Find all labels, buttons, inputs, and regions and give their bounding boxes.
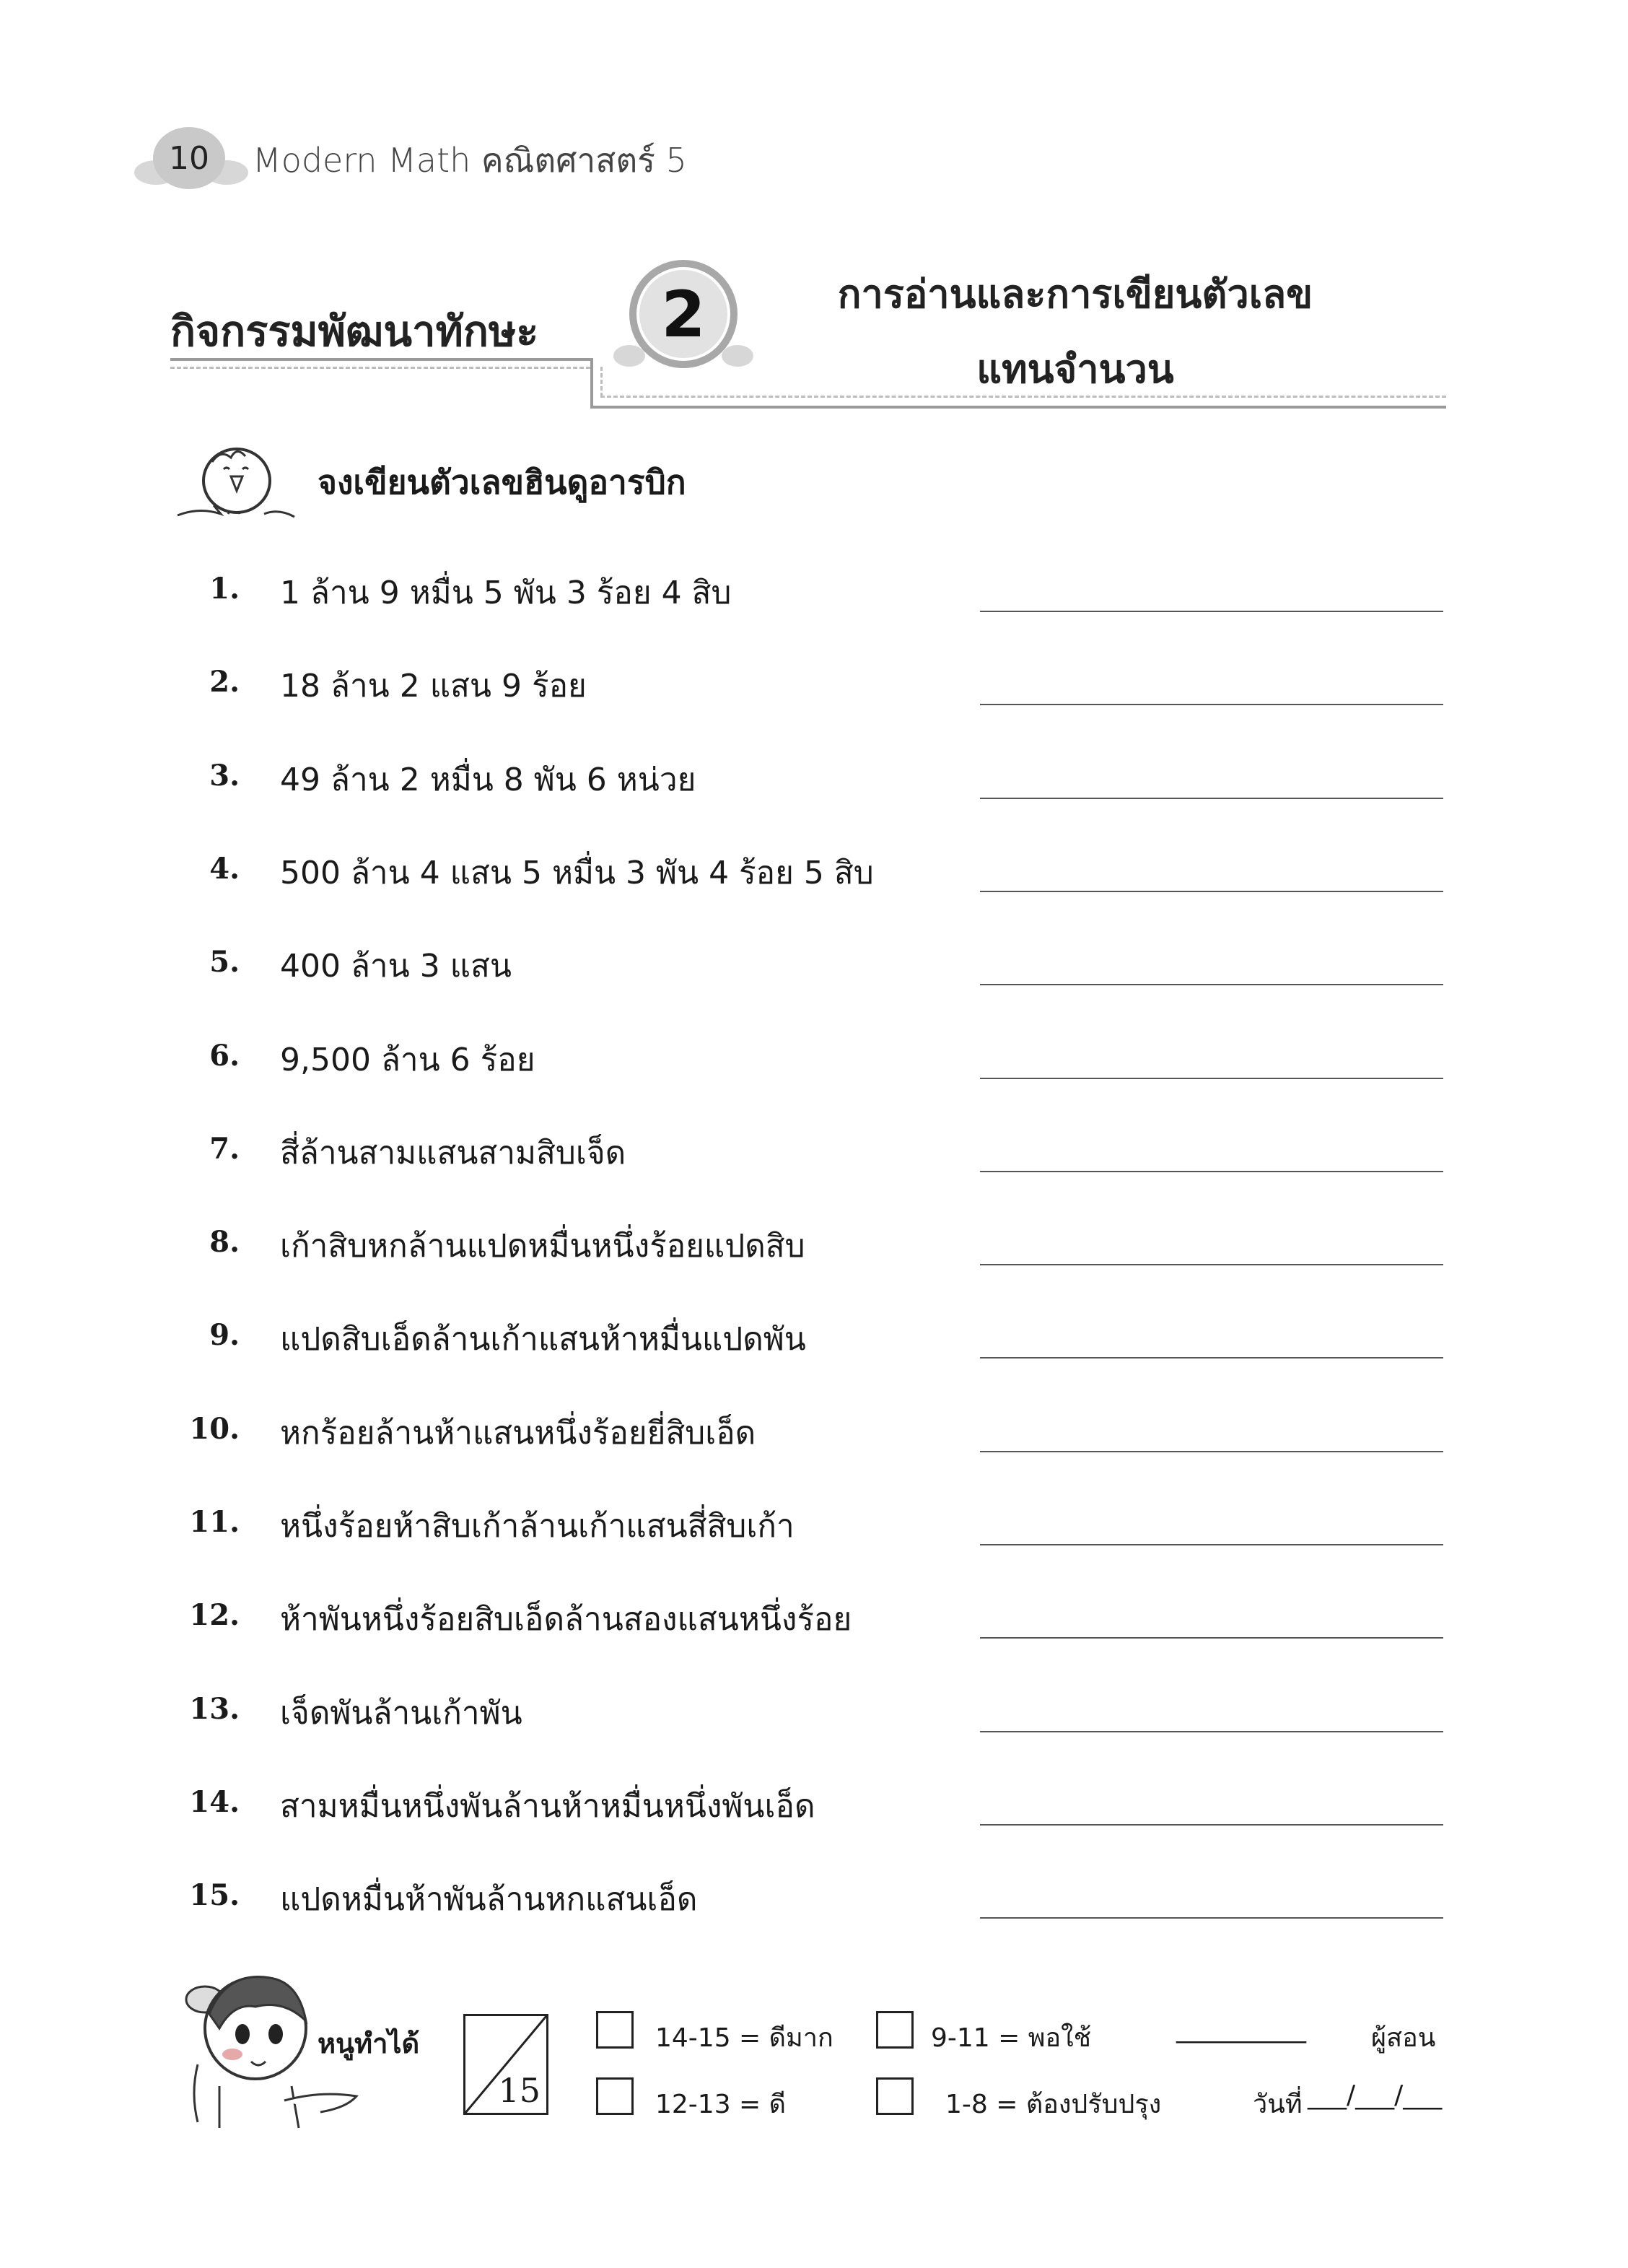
question-text: แปดหมื่นห้าพันล้านหกแสนเอ็ด: [280, 1881, 698, 1919]
legend-improve: 1-8 = ต้องปรับปรุง: [945, 2090, 1162, 2119]
bird-icon: [170, 436, 300, 525]
answer-line[interactable]: [980, 1544, 1443, 1545]
question-number: 5.: [209, 945, 240, 980]
question-text: หกร้อยล้านห้าแสนหนึ่งร้อยยี่สิบเอ็ด: [280, 1414, 756, 1452]
question-number: 15.: [189, 1878, 240, 1913]
instruction-text: จงเขียนตัวเลขฮินดูอารบิก: [318, 463, 686, 502]
question-text: 1 ล้าน 9 หมื่น 5 พัน 3 ร้อย 4 สิบ: [280, 575, 732, 611]
question-number: 14.: [189, 1784, 240, 1819]
legend-good: 12-13 = ดี: [655, 2090, 787, 2119]
answer-line[interactable]: [980, 1451, 1443, 1452]
question-row: [0, 1775, 1628, 1833]
teacher-signature-line[interactable]: __________: [1176, 2014, 1306, 2044]
question-row: [0, 1215, 1628, 1273]
question-text: สามหมื่นหนึ่งพันล้านห้าหมื่นหนึ่งพันเอ็ด: [280, 1787, 815, 1825]
answer-line[interactable]: [980, 1637, 1443, 1639]
question-text: 49 ล้าน 2 หมื่น 8 พัน 6 หน่วย: [280, 761, 696, 798]
answer-line[interactable]: [980, 1357, 1443, 1358]
activity-number: 2: [639, 270, 727, 358]
question-text: 500 ล้าน 4 แสน 5 หมื่น 3 พัน 4 ร้อย 5 สิบ: [280, 854, 874, 891]
question-number: 7.: [209, 1131, 240, 1166]
heading-step-dashed: [600, 367, 603, 397]
page-number-badge: [153, 127, 225, 189]
question-text: เจ็ดพันล้านเก้าพัน: [280, 1694, 522, 1732]
question-number: 10.: [189, 1411, 240, 1446]
answer-line[interactable]: [980, 984, 1443, 985]
checkbox-good[interactable]: [596, 2077, 634, 2115]
book-title: Modern Math คณิตศาสตร์ 5: [253, 141, 687, 180]
question-text: 18 ล้าน 2 แสน 9 ร้อย: [280, 668, 587, 705]
activity-title-line1: การอ่านและการเขียนตัวเลข: [837, 271, 1313, 317]
question-row: [0, 655, 1628, 712]
self-assessment-label: หนูทำได้: [318, 2028, 420, 2059]
heading-step-left: [590, 358, 593, 406]
answer-line[interactable]: [980, 1917, 1443, 1919]
question-text: เก้าสิบหกล้านแปดหมื่นหนึ่งร้อยแปดสิบ: [280, 1228, 805, 1265]
question-number: 6.: [209, 1038, 240, 1073]
answer-line[interactable]: [980, 1171, 1443, 1172]
checkbox-fair[interactable]: [876, 2011, 914, 2049]
question-text: สี่ล้านสามแสนสามสิบเจ็ด: [280, 1134, 626, 1172]
checkbox-improve[interactable]: [876, 2077, 914, 2115]
question-number: 12.: [189, 1598, 240, 1633]
question-number: 4.: [209, 851, 240, 886]
heading-underline-top: [170, 358, 590, 361]
date-field[interactable]: ___/___/___: [1308, 2080, 1443, 2110]
question-row: [0, 1495, 1628, 1553]
score-total: 15: [498, 2071, 541, 2110]
question-number: 2.: [209, 665, 240, 699]
question-row: [0, 1588, 1628, 1646]
question-row: [0, 1682, 1628, 1740]
decor-leaf-badge-left: [613, 345, 645, 367]
heading-underline-dashed: [170, 367, 590, 369]
activity-title: [801, 257, 1349, 407]
answer-line[interactable]: [980, 798, 1443, 799]
activity-number-badge: [629, 260, 738, 368]
question-text: ห้าพันหนึ่งร้อยสิบเอ็ดล้านสองแสนหนึ่งร้อย: [280, 1601, 852, 1639]
question-row: [0, 1122, 1628, 1179]
question-text: หนึ่งร้อยห้าสิบเก้าล้านเก้าแสนสี่สิบเก้า: [280, 1508, 795, 1545]
answer-line[interactable]: [980, 1078, 1443, 1079]
question-text: 400 ล้าน 3 แสน: [280, 948, 512, 985]
question-row: [0, 1402, 1628, 1460]
score-box[interactable]: [463, 2014, 548, 2115]
activity-label: กิจกรรมพัฒนาทักษะ: [170, 307, 539, 356]
page-number: 10: [169, 139, 209, 177]
question-row: [0, 1308, 1628, 1366]
answer-line[interactable]: [980, 704, 1443, 705]
teacher-label: ผู้สอน: [1371, 2023, 1436, 2053]
answer-line[interactable]: [980, 1264, 1443, 1265]
question-number: 3.: [209, 758, 240, 793]
question-row: [0, 749, 1628, 806]
legend-excellent: 14-15 = ดีมาก: [655, 2023, 833, 2053]
question-number: 8.: [209, 1225, 240, 1260]
checkbox-excellent[interactable]: [596, 2011, 634, 2049]
question-row: [0, 1868, 1628, 1926]
answer-line[interactable]: [980, 891, 1443, 892]
question-row: [0, 935, 1628, 993]
question-row: [0, 562, 1628, 619]
answer-line[interactable]: [980, 1731, 1443, 1732]
question-number: 1.: [209, 572, 240, 606]
question-row: [0, 1029, 1628, 1086]
activity-title-line2: แทนจำนวน: [976, 346, 1174, 392]
question-row: [0, 842, 1628, 899]
question-number: 11.: [189, 1505, 240, 1539]
question-text: 9,500 ล้าน 6 ร้อย: [280, 1041, 535, 1078]
legend-fair: 9-11 = พอใช้: [931, 2023, 1092, 2053]
answer-line[interactable]: [980, 611, 1443, 612]
decor-leaf-badge-right: [722, 345, 753, 367]
question-number: 13.: [189, 1691, 240, 1726]
date-label: วันที่: [1253, 2090, 1303, 2119]
question-text: แปดสิบเอ็ดล้านเก้าแสนห้าหมื่นแปดพัน: [280, 1321, 806, 1358]
question-number: 9.: [209, 1318, 240, 1353]
answer-line[interactable]: [980, 1824, 1443, 1826]
